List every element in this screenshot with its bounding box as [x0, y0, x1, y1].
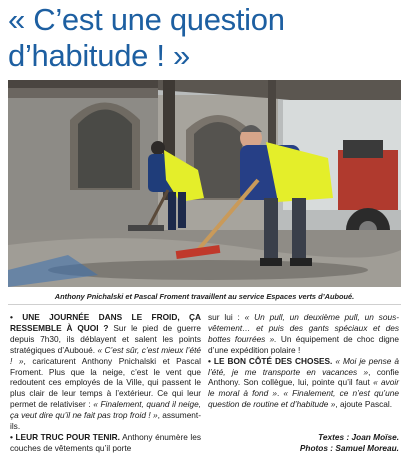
- headline-line-1: « C’est une question: [8, 2, 285, 37]
- body-text: , confie Anthony. Son collègue, lui, pointe qu’il faut: [208, 366, 399, 388]
- credit-texts: Textes : Joan Moïse.: [318, 432, 399, 442]
- body-text: Sur le pied de guerre depuis 7h30, ils déblayent et salent les points stratégiques d’Auboué.: [10, 322, 202, 355]
- body-text: Anthony énumère les couches de vêtements qu’il porte: [10, 431, 201, 453]
- headline: [8, 2, 400, 74]
- body-text: Un équipement de choc digne d’une expédition polaire !: [208, 333, 400, 355]
- quote: « Moi je pense à l’été, je me transporte en vacances »: [208, 355, 400, 377]
- section-lead: • LEUR TRUC POUR TENIR.: [10, 431, 120, 442]
- photo-caption: Anthony Pnichalski et Pascal Froment travaillent au service Espaces verts d’Auboué.: [54, 292, 355, 301]
- quote: « Finalement, quand il neige, ça veut dire qu’il ne fait pas trop froid ! »: [10, 399, 201, 421]
- paragraph: [208, 312, 399, 356]
- body-text: , assument-ils.: [10, 410, 201, 432]
- quote: « Finalement, ce n’est qu’une question de routine et d’habitude »: [208, 388, 399, 410]
- credits: [208, 432, 399, 454]
- credit-photos: Photos : Samuel Moreau.: [299, 443, 399, 453]
- quote: « Un pull, un deuxième pull, un sous-vêtement… et puis des gants spéciaux et des bottes fourrées ».: [208, 312, 399, 344]
- headline-line-2: d’habitude ! »: [8, 38, 190, 73]
- body-text: sur lui :: [208, 312, 245, 322]
- paragraph: [208, 356, 399, 411]
- section-lead: • UNE JOURNÉE DANS LE FROID, ÇA RESSEMBLE À QUOI ?: [10, 312, 201, 333]
- article-column-left: [10, 312, 201, 454]
- body-text: .: [277, 388, 284, 399]
- divider: [8, 304, 401, 305]
- article-column-right: [208, 312, 399, 410]
- quote: « avoir le moral à fond »: [208, 377, 400, 399]
- body-text: , caricaturent Anthony Pnichalski et Pascal Froment. Plus que la neige, c’est le vent que redoutent ces employés de la Ville, qui passent le plus clair de leur temps à l’extérieur. Ce qui leur permet de relativiser :: [10, 355, 201, 410]
- photo-workers-sweeping-icon: [8, 80, 401, 287]
- section-lead: • LE BON CÔTÉ DES CHOSES.: [208, 355, 333, 366]
- quote: « C’est sûr, c’est mieux l’été ! »: [10, 344, 201, 366]
- paragraph: [10, 312, 201, 432]
- body-text: , ajoute Pascal.: [335, 399, 393, 410]
- paragraph: [10, 432, 201, 454]
- article-photo: [8, 80, 401, 287]
